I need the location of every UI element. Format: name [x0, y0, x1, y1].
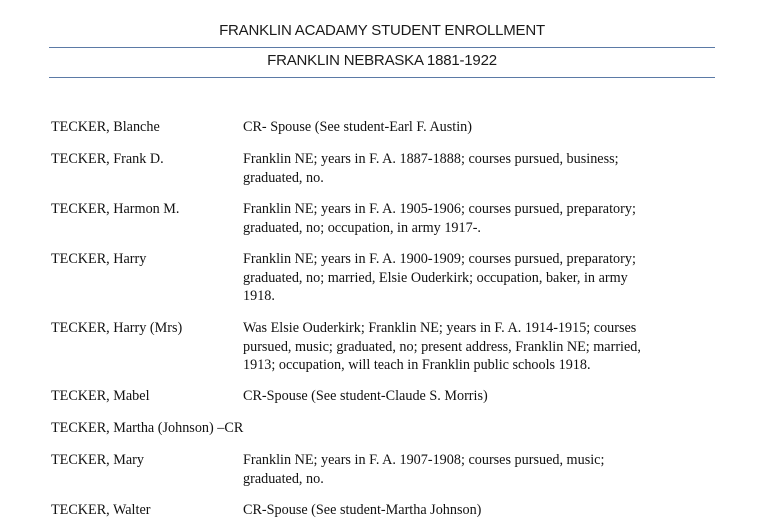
student-name: TECKER, Mabel: [51, 388, 150, 404]
student-name: TECKER, Mary: [51, 452, 144, 468]
student-details: [243, 451, 713, 488]
student-name: TECKER, Blanche: [51, 119, 160, 135]
student-details: [243, 387, 713, 406]
details-line: pursued, music; graduated, no; present address, Franklin NE; married,: [243, 338, 641, 355]
details-line: Franklin NE; years in F. A. 1887-1888; courses pursued, business;: [243, 151, 619, 167]
details-line: CR-Spouse (See student-Martha Johnson): [243, 502, 482, 518]
document-title: FRANKLIN ACADAMY STUDENT ENROLLMENT: [219, 22, 545, 39]
student-details: [243, 150, 713, 187]
student-details: [243, 501, 713, 520]
details-line: 1913; occupation, will teach in Franklin public schools 1918.: [243, 357, 591, 373]
details-line: graduated, no; married, Elsie Ouderkirk; occupation, baker, in army: [243, 269, 628, 286]
student-name: TECKER, Harry: [51, 251, 147, 267]
student-name: TECKER, Walter: [51, 502, 151, 518]
header-rule-bottom: [49, 77, 715, 78]
details-line: 1918.: [243, 288, 275, 304]
student-name: TECKER, Frank D.: [51, 151, 164, 167]
details-line: graduated, no; occupation, in army 1917-.: [243, 219, 481, 236]
details-line: graduated, no.: [243, 169, 324, 186]
student-name: TECKER, Harmon M.: [51, 201, 180, 217]
details-line: Franklin NE; years in F. A. 1900-1909; courses pursued, preparatory;: [243, 251, 636, 267]
details-line: CR- Spouse (See student-Earl F. Austin): [243, 119, 473, 135]
document-subtitle: FRANKLIN NEBRASKA 1881-1922: [267, 52, 497, 69]
student-name: TECKER, Martha (Johnson) –CR: [51, 420, 244, 436]
student-details: [243, 118, 713, 137]
student-name: TECKER, Harry (Mrs): [51, 320, 183, 336]
student-details: [243, 200, 713, 237]
details-line: Franklin NE; years in F. A. 1905-1906; courses pursued, preparatory;: [243, 201, 636, 217]
details-line: Franklin NE; years in F. A. 1907-1908; courses pursued, music;: [243, 452, 605, 468]
student-details: [243, 250, 713, 306]
student-details: [243, 319, 713, 375]
header-rule-top: [49, 47, 715, 48]
details-line: graduated, no.: [243, 470, 324, 487]
details-line: CR-Spouse (See student-Claude S. Morris): [243, 388, 488, 404]
details-line: Was Elsie Ouderkirk; Franklin NE; years in F. A. 1914-1915; courses: [243, 320, 637, 336]
